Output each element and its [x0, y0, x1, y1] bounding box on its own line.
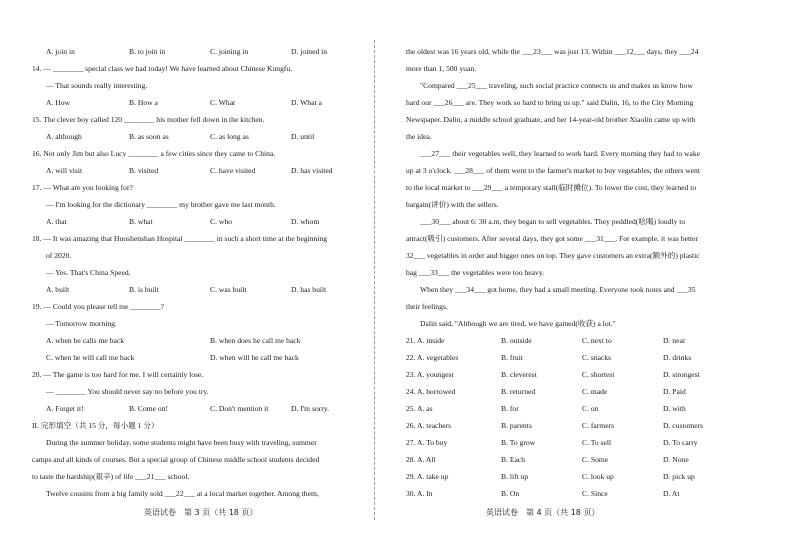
- q13-option-a: A. join in: [46, 47, 75, 56]
- choice-option: D. strongest: [663, 370, 700, 379]
- choice-option: B. Each: [501, 455, 526, 464]
- passage-line: attract(吸引) customers. After several days, they got some ___31___. For example, it was better: [406, 234, 699, 243]
- passage-line: ___30___ about 6: 30 a.m, they began to sell vegetables. They peddled(吆喝) loudly to: [420, 217, 686, 226]
- q20-option-d: D. I'm sorry.: [291, 404, 329, 413]
- q16-option-b: B. visited: [129, 166, 159, 175]
- choice-option: D. To carry: [663, 438, 698, 447]
- passage-line: When they ___34___ got home, they had a small meeting. Everyone took notes and ___35: [420, 285, 696, 294]
- choice-option: D. None: [663, 455, 689, 464]
- page-footer-4: 英语试卷 第 4 页（共 18 页）: [486, 508, 600, 517]
- q20-option-b: B. Come on!: [129, 404, 169, 413]
- q18-option-c: C. was built: [210, 285, 247, 294]
- choice-option: D. customers: [663, 421, 704, 430]
- choice-option: D. At: [663, 489, 680, 498]
- q16-option-d: D. has visited: [291, 166, 333, 175]
- cloze-section-title: II. 完形填空（共 15 分，每小题 1 分）: [32, 421, 159, 430]
- q17-option-b: B. what: [129, 217, 153, 226]
- passage-line: Dalin said, "Although we are tired, we have gained(收获) a lot.": [420, 319, 616, 328]
- choice-option: D. Paid: [663, 387, 686, 396]
- choice-option: 23. A. youngest: [406, 370, 454, 379]
- passage-line: bag ___33___ the vegetables were too heavy.: [406, 268, 545, 277]
- q16-stem: 16. Not only Jim but also Lucy ________ a few cities since they came to China.: [32, 149, 276, 158]
- passage-line: the idea.: [406, 132, 432, 141]
- q15-option-a: A. although: [46, 132, 82, 141]
- choice-option: 26. A. teachers: [406, 421, 452, 430]
- q20-stem: 20. — The game is too hard for me. I will certainly lose.: [32, 370, 204, 379]
- q14-stem: 14. — ________ special class we had today! We have learned about Chinese Kungfu.: [32, 64, 293, 73]
- q19-option-a: A. when he calls me back: [46, 336, 125, 345]
- page-footer-3: 英语试卷 第 3 页（共 18 页）: [144, 508, 258, 517]
- q18-option-b: B. is built: [129, 285, 159, 294]
- choice-option: 22. A. vegetables: [406, 353, 459, 362]
- passage-line: the oldest was 16 years old, while the ___23___ was just 13. Within ___12___ days, they ___24: [406, 47, 699, 56]
- choice-option: B. lift up: [501, 472, 529, 481]
- left-page: [28, 0, 388, 560]
- q16-option-c: C. have visited: [210, 166, 256, 175]
- q20-reply: — ________ You should never say no before you try.: [46, 387, 209, 396]
- q15-stem: 15. The clever boy called 120 ________ his mother fell down in the kitchen.: [32, 115, 265, 124]
- q14-option-d: D. What a: [291, 98, 322, 107]
- passage-line: 32___ vegetables in order and bigger ones on top. They gave customers an extra(额外的) plastic: [406, 251, 700, 260]
- passage-line: more than 1, 500 yuan.: [406, 64, 477, 73]
- choice-option: 28. A. All: [406, 455, 436, 464]
- choice-option: C. look up: [582, 472, 614, 481]
- choice-option: C. snacks: [582, 353, 612, 362]
- passage-line: up at 3 o'clock. ___28___ of them went to the farmer's market to buy vegetables, the others went: [406, 166, 700, 175]
- q14-option-b: B. How a: [129, 98, 158, 107]
- passage-line: hard our ___26___ are. They work so hard to bring us up." said Dalin, 16, to the City Morning: [406, 98, 694, 107]
- q14-option-a: A. How: [46, 98, 71, 107]
- choice-option: D. near: [663, 336, 686, 345]
- q15-option-d: D. until: [291, 132, 315, 141]
- passage-line: Twelve cousins from a big family sold ___22___ at a local market together. Among them,: [46, 489, 319, 498]
- choice-option: C. next to: [582, 336, 612, 345]
- q13-option-b: B. to join in: [129, 47, 166, 56]
- passage-line: camps and all kinds of courses. But a special group of Chinese middle school students decided: [32, 455, 320, 464]
- choice-option: C. farmers: [582, 421, 615, 430]
- page-divider: [374, 40, 375, 520]
- q18-option-a: A. built: [46, 285, 70, 294]
- choice-option: 29. A. take up: [406, 472, 449, 481]
- q14-reply: — That sounds really interesting.: [46, 81, 148, 90]
- q15-option-c: C. as long as: [210, 132, 249, 141]
- choice-option: C. shortest: [582, 370, 615, 379]
- choice-option: B. for: [501, 404, 519, 413]
- q19-option-d: D. when will he call me back: [210, 353, 299, 362]
- choice-option: 27. A. To buy: [406, 438, 448, 447]
- q19-stem: 19. — Could you please tell me ________?: [32, 302, 165, 311]
- q18-option-d: D. has built: [291, 285, 327, 294]
- q18-stem: 18. — It was amazing that Huoshenshan Hospital ________ in such a short time at the beginning: [32, 234, 328, 243]
- q18-stem-continued: of 2020.: [46, 251, 72, 260]
- choice-option: B. outside: [501, 336, 532, 345]
- passage-line: their feelings.: [406, 302, 448, 311]
- q17-stem: 17. — What are you looking for?: [32, 183, 133, 192]
- choice-option: C. made: [582, 387, 608, 396]
- choice-option: C. To sell: [582, 438, 612, 447]
- choice-option: B. returned: [501, 387, 536, 396]
- q17-option-d: D. whom: [291, 217, 320, 226]
- passage-line: to the local market to ___29___ a temporary stall(临时摊位). To lower the cost, they learned to: [406, 183, 697, 192]
- q20-option-c: C. Don't mention it: [210, 404, 269, 413]
- q16-option-a: A. will visit: [46, 166, 83, 175]
- right-page: [402, 0, 762, 560]
- q17-option-c: C. who: [210, 217, 232, 226]
- choice-option: C. Since: [582, 489, 608, 498]
- q19-reply: — Tomorrow morning.: [46, 319, 117, 328]
- choice-option: D. pick up: [663, 472, 695, 481]
- passage-line: bargain(讲价) with the sellers.: [406, 200, 499, 209]
- q17-option-a: A. that: [46, 217, 67, 226]
- choice-option: 30. A. In: [406, 489, 433, 498]
- passage-line: to taste the hardship(艰辛) of life ___21___ school.: [32, 472, 190, 481]
- q20-option-a: A. Forget it!: [46, 404, 84, 413]
- choice-option: B. On: [501, 489, 520, 498]
- passage-line: During the summer holiday, some students might have been busy with traveling, summer: [46, 438, 317, 447]
- choice-option: B. parents: [501, 421, 532, 430]
- q17-reply: — I'm looking for the dictionary ________ my brother gave me last month.: [46, 200, 276, 209]
- passage-line: "Compared ___25___ traveling, such social practice connects us and makes us know how: [420, 81, 693, 90]
- choice-option: C. on: [582, 404, 599, 413]
- choice-option: D. with: [663, 404, 686, 413]
- q13-option-c: C. joining in: [210, 47, 249, 56]
- q13-option-d: D. joined in: [291, 47, 328, 56]
- choice-option: B. To grow: [501, 438, 536, 447]
- q15-option-b: B. as soon as: [129, 132, 169, 141]
- choice-option: D. drinks: [663, 353, 692, 362]
- choice-option: 21. A. inside: [406, 336, 445, 345]
- choice-option: B. fruit: [501, 353, 523, 362]
- q18-reply: — Yes. That's China Speed.: [46, 268, 131, 277]
- q14-option-c: C. What: [210, 98, 236, 107]
- choice-option: C. Some: [582, 455, 609, 464]
- choice-option: 25. A. as: [406, 404, 433, 413]
- choice-option: B. cleverest: [501, 370, 537, 379]
- choice-option: 24. A. borrowed: [406, 387, 456, 396]
- passage-line: Newspaper. Dalin, a middle school graduate, and her 14-year-old brother Xiaolin came up with: [406, 115, 696, 124]
- passage-line: ___27___ their vegetables well, they learned to work hard. Every morning they had to wake: [420, 149, 701, 158]
- q19-option-c: C. when he will call me back: [46, 353, 135, 362]
- q19-option-b: B. when does he call me back: [210, 336, 301, 345]
